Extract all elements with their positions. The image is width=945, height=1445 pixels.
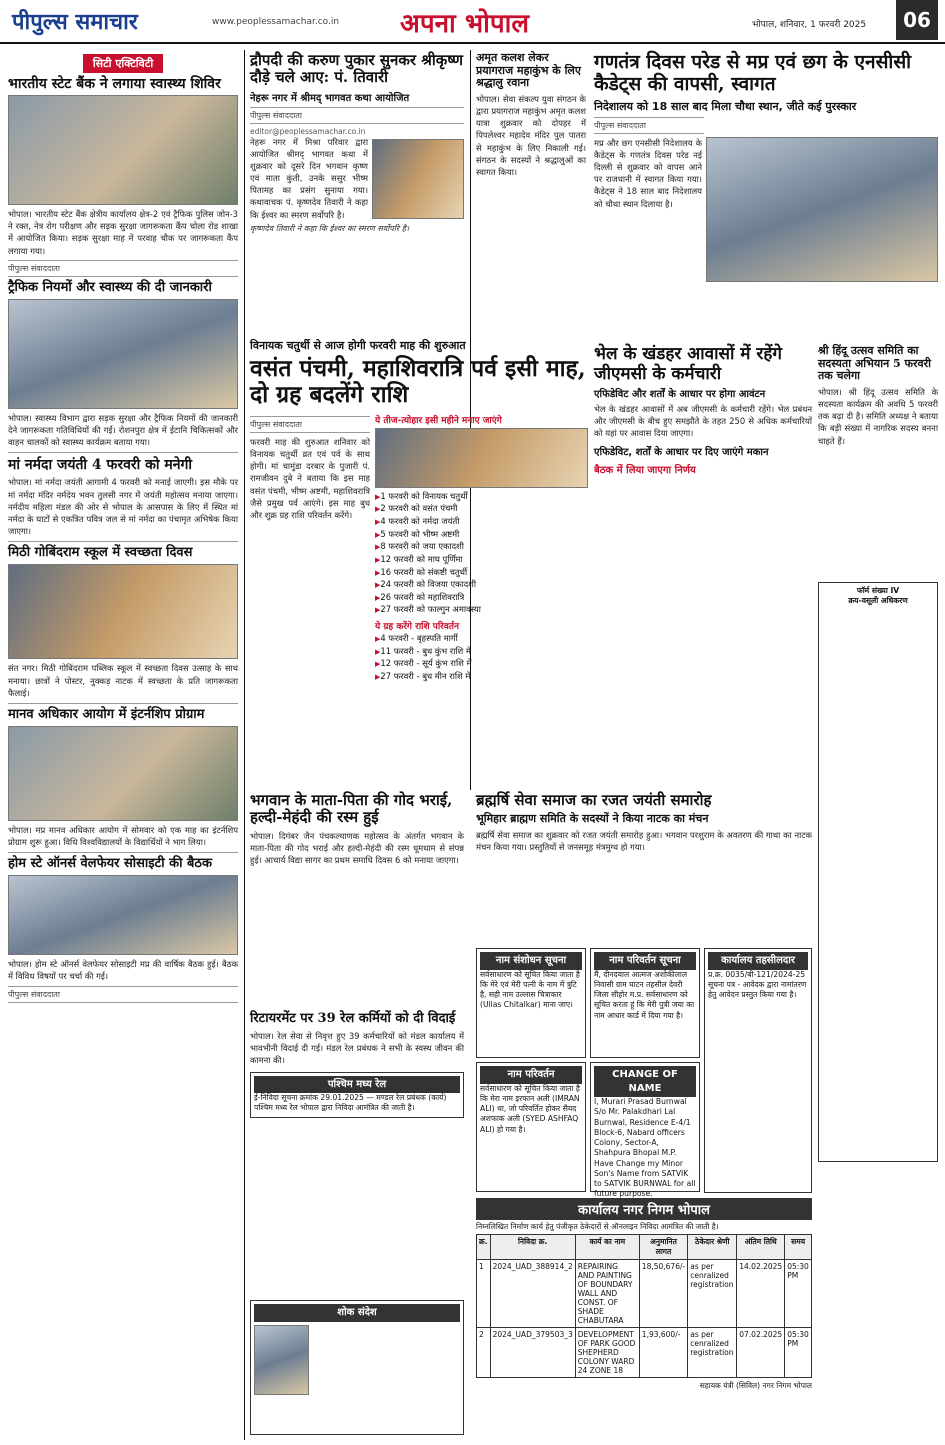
change-of-name-notice (590, 1062, 700, 1199)
article-body: फरवरी माह की शुरुआत शनिवार को विनायक चतुर्थी व्रत एवं पर्व के साथ होगी। मां चामुंडा दरबार के पुजारी पं. रामजीवन दुबे ने बताया कि इस माह वसंत पंचमी, भीष्म अष्टमी, महाशिवरात्रि जैसे प्रमुख पर्व आएंगे। इस माह बुध और शुक्र ग्रह राशि परिवर्तन करेंगे। (250, 436, 370, 520)
tehsildar-notice (704, 948, 812, 1193)
notice-title: पश्चिम मध्य रेल (254, 1076, 460, 1094)
article-subhead: बैठक में लिया जाएगा निर्णय (594, 464, 696, 476)
article-subhead: भूमिहार ब्राह्मण समिति के सदस्यों ने किया नाटक का मंचन (476, 812, 709, 826)
section-tag: सिटी एक्टिविटी (83, 54, 163, 73)
article-kicker: विनायक चतुर्थी से आज होगी फरवरी माह की शुरुआत (250, 339, 466, 352)
notice-title: शोक संदेश (254, 1304, 460, 1322)
article-subhead: एफिडेविट और शर्तों के आधार पर होगा आवंटन (594, 389, 766, 401)
tender-footer: सहायक यंत्री (सिविल) नगर निगम भोपाल (699, 1381, 812, 1390)
article-headline[interactable]: श्री हिंदू उत्सव समिति का सदस्यता अभियान 5 फरवरी तक चलेगा (818, 344, 931, 383)
notice-body: सर्वसाधारण को सूचित किया जाता है कि मेरे एवं मेरी पत्नी के नाम में त्रुटि है, सही नाम उल्लास चित्राकार (Ullas Chitalkar) माना जाए। (480, 969, 580, 1010)
story-february-festivals (250, 338, 588, 788)
story-hindu-utsav-samiti (818, 345, 938, 575)
article-body: ब्रह्मर्षि सेवा समाज का शुक्रवार को रजत जयंती समारोह हुआ। भगवान परशुराम के अवतरण की गाथा का नाटक मंचन किया गया। प्रस्तुतियों से जनसमूह मंत्रमुग्ध हो गया। (476, 830, 812, 853)
story-brahmarshi-samaj (476, 792, 812, 942)
tender-table-body (477, 1260, 812, 1378)
article-body: संत नगर। मिठी गोबिंदराम पब्लिक स्कूल में स्वच्छता दिवस उत्साह के साथ मनाया। छात्रों ने पोस्टर, नुक्कड़ नाटक में स्वच्छता के प्रति जागरूकता फैलाई। (8, 663, 238, 698)
article-byline: पीपुल्स संवाददाता (250, 416, 370, 433)
notice-title: CHANGE OF NAME (594, 1066, 696, 1097)
festival-item: ▶ 12 फरवरी को माघ पूर्णिमा (375, 553, 588, 566)
column-city-activity (8, 52, 238, 1442)
festival-item: ▶ 8 फरवरी को जया एकादशी (375, 540, 588, 553)
notice-body: मैं, दीनदयाल आत्मज अशोकीलाल निवासी ग्राम घाटन तहसील देवरी जिला सीहोर म.प्र. सर्वसाधारण को सूचित करता हूं कि मेरी पुत्री जया का नाम आधार कार्ड में दिया गया है। (594, 969, 695, 1020)
story-rail-retirement (250, 1012, 464, 1292)
tender-cell: 14.02.2025 (737, 1260, 785, 1328)
article-photo (8, 875, 238, 955)
planet-box-title: ये ग्रह करेंगे राशि परिवर्तन (375, 621, 459, 632)
article-body: भोपाल। मां नर्मदा जयंती आगामी 4 फरवरी को मनाई जाएगी। इस मौके पर मां नर्मदा मंदिर नर्मदेय भवन तुलसी नगर में जयंती महोत्सव मनाया जाएगा। नर्मदीय महिला मंडल की ओर से भोपाल के आसपास के लिए में स्थित मां नर्मदा के घाटों से एकत्रित पवित्र जल से मां नर्मदा का पंचामृत अभिषेक किया जाएगा। (8, 477, 238, 537)
tender-column-header: अंतिम तिथि (737, 1235, 785, 1260)
planet-list (375, 632, 588, 682)
story-jain-ceremony (250, 792, 464, 1007)
article-body: भोपाल। भारतीय स्टेट बैंक क्षेत्रीय कार्यालय क्षेत्र-2 एवं ट्रैफिक पुलिस जोन-3 ने रक्त, नेत्र रोग परीक्षण और सड़क सुरक्षा जागरूकता कैंप चोला रोड शाखा में आयोजित किया। सड़क सुरक्षा माह में परवाह चौक पर जागरूकता कैंप लगाया गया। (8, 209, 238, 256)
notice-title: नाम संशोधन सूचना (480, 952, 582, 970)
article-photo (372, 139, 464, 219)
festival-item: ▶ 16 फरवरी को संकष्टी चतुर्थी (375, 566, 588, 579)
tender-column-header: समय (785, 1235, 812, 1260)
article-headline[interactable]: अमृत कलश लेकर प्रयागराज महाकुंभ के लिए श्रद्धालु रवाना (476, 51, 581, 90)
photo-caption: कृष्णदेव तिवारी ने कहा कि ईश्वर का स्मरण सर्वोपरि है। (250, 223, 410, 233)
tender-column-header: कार्य का नाम (575, 1235, 639, 1260)
tender-cell: 2024_UAD_388914_2 (490, 1260, 575, 1328)
article-body: भोपाल। दिगंबर जैन पंचकल्याणक महोत्सव के अंतर्गत भगवान के माता-पिता की गोद भराई और हल्दी-मेहंदी की रस्म धूमधाम से संपन्न हुई। आचार्य विद्या सागर का प्रथम समाधि दिवस 6 को मनाया जाएगा। (250, 830, 464, 865)
tender-title: कार्यालय नगर निगम भोपाल (476, 1198, 812, 1220)
municipal-tender-notice (476, 1198, 812, 1438)
story-bhagwat-katha (250, 52, 464, 332)
planet-item: ▶ 4 फरवरी - बृहस्पति मार्गी (375, 632, 588, 645)
tender-column-header: निविदा क्र. (490, 1235, 575, 1260)
tender-cell: as per cenralized registration (688, 1328, 737, 1378)
tender-cell: 1 (477, 1260, 491, 1328)
article-headline[interactable]: रिटायरमेंट पर 39 रेल कर्मियों को दी विदाई (250, 1011, 456, 1026)
notice-body: सर्वसाधारण को सूचित किया जाता है कि मेरा नाम इरफान अली (IMRAN ALI) था, जो परिवर्तित होकर सैयद अशफाक अली (SYED ASHFAQ ALI) हो गया है। (480, 1083, 580, 1134)
tender-subtitle: निम्नलिखित निर्माण कार्य हेतु पंजीकृत ठेकेदारों से ऑनलाइन निविदा आमंत्रित की जाती है। (476, 1222, 719, 1231)
article-headline[interactable]: मां नर्मदा जयंती 4 फरवरी को मनेगी (8, 457, 192, 474)
article-photo (8, 564, 238, 659)
tender-cell: 2 (477, 1328, 491, 1378)
article-headline[interactable]: ट्रैफिक नियमों और स्वास्थ्य की दी जानकारी (8, 279, 212, 295)
court-notice (818, 582, 938, 1162)
tender-table (476, 1234, 812, 1378)
saraswati-image (375, 428, 588, 488)
newspaper-logo[interactable]: पीपुल्स समाचार (12, 9, 138, 35)
festival-item: ▶ 2 फरवरी को वसंत पंचमी (375, 502, 588, 515)
article-body: भोपाल। स्वास्थ्य विभाग द्वारा सड़क सुरक्षा और ट्रैफिक नियमों की जानकारी देने जागरूकता गतिविधियों की गईं। रोशनपुरा क्षेत्र में ईटानि चिकित्सकों और वाहन चालकों को स्वास्थ्य कार्यक्रम बताया गया। (8, 412, 238, 448)
name-correction-notice (476, 948, 586, 1058)
article-body: भोपाल। होम स्टे ऑनर्स वेलफेयर सोसाइटी मप्र की वार्षिक बैठक हुई। बैठक में विविध विषयों पर चर्चा की गई। (8, 959, 238, 982)
festival-item: ▶ 27 फरवरी को फाल्गुन अमावस्या (375, 603, 588, 616)
planet-item: ▶ 27 फरवरी - बुध मीन राशि में (375, 670, 588, 683)
article-subhead: नेहरू नगर में श्रीमद् भागवत कथा आयोजित (250, 92, 410, 104)
obituary-notice (250, 1300, 464, 1435)
article-headline[interactable]: ब्रह्मर्षि सेवा समाज का रजत जयंती समारोह (476, 791, 712, 809)
festival-item: ▶ 26 फरवरी को महाशिवरात्रि (375, 591, 588, 604)
article-photo (8, 95, 238, 205)
festival-item: ▶ 24 फरवरी को विजया एकादशी (375, 578, 588, 591)
rail-tender-notice (250, 1072, 464, 1118)
article-subhead: निदेशालय को 18 साल बाद मिला चौथा स्थान, जीते कई पुरस्कार (594, 99, 857, 113)
article-body: भोपाल। मप्र मानव अधिकार आयोग में सोमवार को एक माह का इंटर्नशिप प्रोग्राम शुरू हुआ। विधि विश्वविद्यालयों के विद्यार्थियों ने भाग लिया। (8, 824, 238, 847)
article-byline: पीपुल्स संवाददाता (8, 260, 238, 277)
notice-title: नाम परिवर्तन (480, 1066, 582, 1084)
column-divider (244, 50, 245, 1440)
page-number: 06 (896, 0, 938, 40)
dateline: भोपाल, शनिवार, 1 फरवरी 2025 (752, 20, 867, 30)
tender-cell: DEVELOPMENT OF PARK GOOD SHEPHERD COLONY WARD 24 ZONE 18 (575, 1328, 639, 1378)
name-change-notice (590, 948, 700, 1058)
festival-item: ▶ 5 फरवरी को भीष्म अष्टमी (375, 528, 588, 541)
article-headline[interactable]: मिठी गोबिंदराम स्कूल में स्वच्छता दिवस (8, 545, 193, 561)
tender-column-header: अनुमानित लागत (639, 1235, 687, 1260)
article-byline: पीपुल्स संवाददाता (594, 117, 704, 134)
story-gmc-housing (594, 345, 812, 785)
tender-cell: REPAIRING AND PAINTING OF BOUNDARY WALL AND CONST. OF SHADE CHABUTARA (575, 1260, 639, 1328)
tender-cell: as per cenralized registration (688, 1260, 737, 1328)
article-photo (706, 137, 938, 282)
notice-title: कार्यालय तहसीलदार (708, 952, 808, 970)
tender-cell: 07.02.2025 (737, 1328, 785, 1378)
tender-cell: 05:30 PM (785, 1260, 812, 1328)
notice-body: ई-निविदा सूचना क्रमांक 29.01.2025 — मण्डल रेल प्रबंधक (कार्य) पश्चिम मध्य रेल भोपाल द्वारा निविदा आमंत्रित की जाती है। (254, 1093, 447, 1113)
story-amrit-kalash (476, 52, 586, 332)
story-ncc-cadets (594, 52, 938, 342)
article-photo (8, 726, 238, 821)
article-photo (8, 299, 238, 409)
article-body: भोपाल। रेल सेवा से निवृत्त हुए 39 कर्मचारियों को मंडल कार्यालय में भावभीनी विदाई दी गई। मंडल रेल प्रबंधक ने सभी के स्वस्थ जीवन की कामना की। (250, 1030, 464, 1066)
article-headline[interactable]: भगवान के माता-पिता की गोद भराई, हल्दी-मेहंदी की रस्म हुई (250, 791, 453, 827)
tender-cell: 05:30 PM (785, 1328, 812, 1378)
notice-title: नाम परिवर्तन सूचना (594, 952, 696, 970)
editor-email[interactable]: editor@peoplessamachar.co.in (250, 126, 366, 136)
article-body: भेल के खंडहर आवासों में अब जीएमसी के कर्मचारी रहेंगे। भेल प्रबंधन और जीएमसी के बीच हुए समझौते के तहत 250 से अधिक कर्मचारियों को यहां पर आवास दिया जाएगा। (594, 404, 812, 439)
tender-column-header: क्र. (477, 1235, 491, 1260)
article-byline: पीपुल्स संवाददाता (8, 986, 238, 1003)
website-url[interactable]: www.peoplessamachar.co.in (212, 17, 340, 27)
planet-item: ▶ 11 फरवरी - बुध कुंभ राशि में (375, 645, 588, 658)
tender-cell: 1,93,600/- (639, 1328, 687, 1378)
article-headline[interactable]: गणतंत्र दिवस परेड से मप्र एवं छग के एनसीसी कैडेट्स की वापसी, स्वागत (594, 51, 912, 95)
article-headline[interactable]: भेल के खंडहर आवासों में रहेंगे जीएमसी के कर्मचारी (594, 344, 782, 384)
article-headline[interactable]: होम स्टे ऑनर्स वेलफेयर सोसाइटी की बैठक (8, 856, 212, 872)
notice-subtitle: क्रय-वसूली अधिकरण (848, 596, 908, 606)
planet-item: ▶ 12 फरवरी - सूर्य कुंभ राशि में (375, 657, 588, 670)
festival-item: ▶ 4 फरवरी को नर्मदा जयंती (375, 515, 588, 528)
article-headline[interactable]: द्रौपदी की करुण पुकार सुनकर श्रीकृष्ण दौड़े चले आए: पं. तिवारी (250, 51, 463, 87)
obituary-photo (254, 1325, 309, 1395)
article-headline[interactable]: भारतीय स्टेट बैंक ने लगाया स्वास्थ्य शिविर (8, 76, 221, 92)
festival-box-title: ये तीज-त्योहार इसी महीने मनाए जाएंगे (375, 415, 502, 426)
article-headline[interactable]: वसंत पंचमी, महाशिवरात्रि पर्व इसी माह, दो ग्रह बदलेंगे राशि (250, 355, 586, 409)
article-subhead: एफिडेविट, शर्तों के आधार पर दिए जाएंगे मकान (594, 446, 769, 458)
tender-row (477, 1328, 812, 1378)
festival-item: ▶ 1 फरवरी को विनायक चतुर्थी (375, 490, 588, 503)
article-body: नेहरू नगर में मिश्रा परिवार द्वारा आयोजित श्रीमद् भागवत कथा में शुक्रवार को दूसरे दिन भगवान कृष्ण एवं माता कुंती, उनके ससुर भीष्म पितामह का प्रसंग सुनाया गया। कथावाचक पं. कृष्णदेव तिवारी ने कहा कि ईश्वर का स्मरण सर्वोपरि है। (250, 136, 368, 220)
tender-cell: 2024_UAD_379503_3 (490, 1328, 575, 1378)
tender-row (477, 1260, 812, 1328)
article-byline: पीपुल्स संवाददाता (250, 107, 464, 124)
tender-table-header (477, 1235, 812, 1260)
notice-body: I, Murari Prasad Burnwal S/o Mr. Palakdhari Lal Burnwal, Residence E-4/1 Block-6, Nabard officers Colony, Sector-A, Shahpura Bhopal M.P. Have Change my Minor Son's Name from SATVIK to SATVIK BURNWAL for all future purpose. (594, 1097, 696, 1199)
article-body: भोपाल। सेवा संकल्प युवा संगठन के द्वारा प्रयागराज महाकुंभ अमृत कलश यात्रा शुक्रवार को दोपहर में पिपलेश्वर महादेव मंदिर पुल पातरा से महाकुंभ के लिए निकाली गई। संगठन के सदस्यों ने श्रद्धालुओं का स्वागत किया। (476, 93, 586, 178)
section-title: अपना भोपाल (400, 9, 529, 39)
article-headline[interactable]: मानव अधिकार आयोग में इंटर्नशिप प्रोग्राम (8, 706, 205, 722)
article-body: भोपाल। श्री हिंदू उत्सव समिति के सदस्यता कार्यक्रम की अवधि 5 फरवरी तक बढ़ा दी है। समिति अध्यक्ष ने बताया कि बड़ी संख्या में नागरिक सदस्य बनना चाहते हैं। (818, 386, 938, 446)
tender-cell: 18,50,676/- (639, 1260, 687, 1328)
name-change-notice-2 (476, 1062, 586, 1192)
masthead (0, 0, 945, 44)
article-body: मप्र और छग एनसीसी निदेशालय के कैडेट्स के गणतंत्र दिवस परेड नई दिल्ली से शुक्रवार को वापस आने पर राजधानी में स्वागत किया गया। कैडेट्स ने 18 साल बाद निदेशालय को चौथा स्थान दिलाया है। (594, 137, 702, 209)
notice-title: फॉर्म संख्या IV (856, 586, 900, 595)
notice-body: प्र.क्र. 0035/बी-121/2024-25 सूचना पत्र - आवेदक द्वारा नामांतरण हेतु आवेदन प्रस्तुत किया गया है। (708, 969, 807, 999)
tender-column-header: ठेकेदार श्रेणी (688, 1235, 737, 1260)
festival-list (375, 490, 588, 616)
